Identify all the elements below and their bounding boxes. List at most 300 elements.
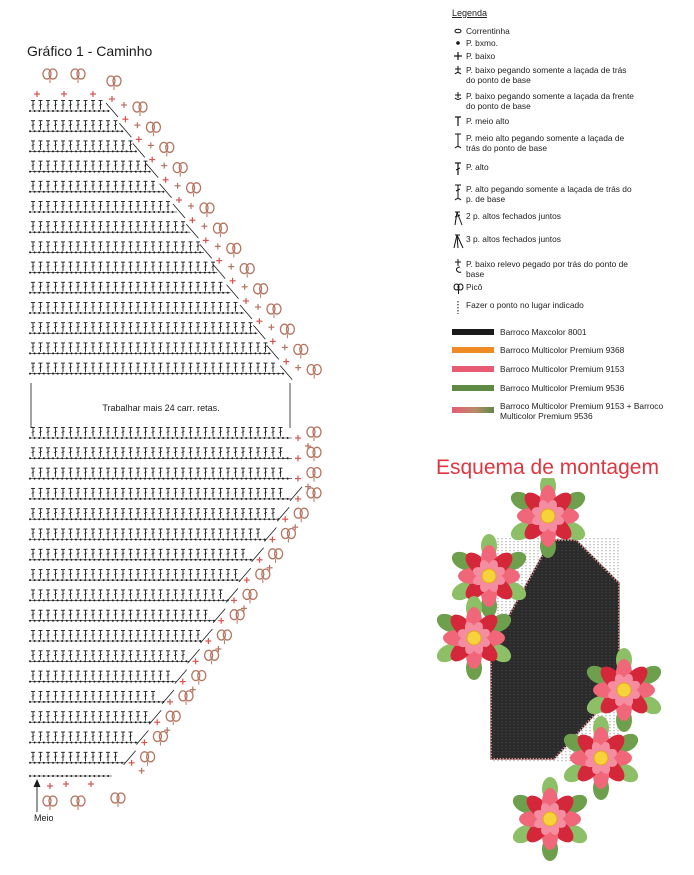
dc-stitch bbox=[129, 262, 133, 271]
dc-stitch bbox=[106, 161, 110, 170]
dc-stitch bbox=[61, 262, 65, 271]
dc-stitch bbox=[174, 488, 178, 497]
dc-stitch bbox=[204, 570, 208, 579]
dc-stitch bbox=[144, 303, 148, 312]
dc-stitch bbox=[159, 671, 163, 680]
dc-stitch bbox=[76, 282, 80, 291]
dc-stitch bbox=[136, 488, 140, 497]
dc-stitch bbox=[144, 448, 148, 457]
dc-stitch bbox=[114, 691, 118, 700]
color-swatch bbox=[452, 385, 494, 391]
dc-stitch bbox=[249, 323, 253, 332]
color-legend-label: Barroco Maxcolor 8001 bbox=[500, 327, 587, 337]
dc-stitch bbox=[69, 752, 73, 761]
dc-stitch bbox=[91, 488, 95, 497]
dc-stitch bbox=[99, 181, 103, 190]
dc-stitch bbox=[189, 570, 193, 579]
sc-mark bbox=[269, 537, 275, 543]
sc-mark bbox=[216, 258, 222, 264]
dc-stitch bbox=[166, 529, 170, 538]
dc-stitch bbox=[219, 570, 223, 579]
dc-stitch bbox=[129, 651, 133, 660]
dc-stitch bbox=[166, 488, 170, 497]
sc-mark bbox=[188, 203, 194, 209]
dc-stitch bbox=[114, 242, 118, 251]
picot-mark bbox=[192, 671, 206, 685]
dc-stitch bbox=[166, 468, 170, 477]
dc-stitch bbox=[91, 610, 95, 619]
dc-stitch bbox=[54, 343, 58, 352]
sc-mark bbox=[193, 658, 199, 664]
dc-stitch bbox=[46, 549, 50, 558]
dc-stitch bbox=[241, 468, 245, 477]
double-crochet-icon bbox=[452, 162, 464, 179]
picot-mark bbox=[307, 468, 321, 482]
dc-stitch bbox=[76, 448, 80, 457]
dc-stitch bbox=[189, 242, 193, 251]
dc-stitch bbox=[136, 712, 140, 721]
dc-stitch bbox=[114, 549, 118, 558]
dc-stitch bbox=[204, 529, 208, 538]
chain-row bbox=[29, 599, 229, 601]
sc-mark bbox=[154, 719, 160, 725]
dc-stitch bbox=[129, 303, 133, 312]
dc-stitch bbox=[54, 448, 58, 457]
sc-mark bbox=[180, 679, 186, 685]
dc-stitch bbox=[279, 488, 283, 497]
dc-stitch bbox=[159, 488, 163, 497]
dc-stitch bbox=[54, 671, 58, 680]
dc-stitch bbox=[46, 262, 50, 271]
dc-stitch bbox=[61, 752, 65, 761]
sc-mark bbox=[268, 324, 274, 330]
dc-stitch bbox=[69, 262, 73, 271]
dc-stitch bbox=[99, 428, 103, 437]
color-swatch bbox=[452, 366, 494, 372]
dc-stitch bbox=[84, 651, 88, 660]
dc-stitch bbox=[219, 529, 223, 538]
dc-stitch bbox=[31, 262, 35, 271]
dc-stitch bbox=[181, 222, 185, 231]
dc-stitch bbox=[211, 468, 215, 477]
dc-stitch bbox=[219, 428, 223, 437]
sc-mark bbox=[61, 91, 67, 97]
dc-stitch bbox=[91, 691, 95, 700]
dc-stitch bbox=[61, 181, 65, 190]
sc-mark bbox=[161, 163, 167, 169]
dc-stitch bbox=[99, 202, 103, 211]
dc-stitch bbox=[144, 323, 148, 332]
dc-stitch bbox=[31, 590, 35, 599]
dc-stitch bbox=[189, 610, 193, 619]
dc-stitch bbox=[76, 428, 80, 437]
chain-row bbox=[29, 292, 231, 294]
chain-row bbox=[29, 742, 138, 744]
dc-stitch bbox=[99, 651, 103, 660]
dc-stitch bbox=[69, 570, 73, 579]
dc-stitch bbox=[61, 323, 65, 332]
legend-item bbox=[452, 184, 636, 204]
picot-mark bbox=[43, 69, 57, 83]
chain-row bbox=[29, 437, 292, 439]
dc-stitch bbox=[46, 343, 50, 352]
dc-stitch bbox=[106, 752, 110, 761]
dc-stitch bbox=[61, 448, 65, 457]
dc-stitch bbox=[151, 222, 155, 231]
dc-stitch bbox=[31, 121, 35, 130]
dc-stitch bbox=[106, 590, 110, 599]
dc-stitch bbox=[99, 509, 103, 518]
dc-stitch bbox=[31, 651, 35, 660]
dc-stitch bbox=[144, 488, 148, 497]
dc-stitch bbox=[31, 529, 35, 538]
dc-stitch bbox=[114, 671, 118, 680]
dc-stitch bbox=[91, 181, 95, 190]
dc-stitch bbox=[61, 468, 65, 477]
dc-stitch bbox=[46, 303, 50, 312]
dc-stitch bbox=[219, 363, 223, 372]
dc-stitch bbox=[249, 488, 253, 497]
dc-stitch bbox=[31, 202, 35, 211]
dc-stitch bbox=[121, 631, 125, 640]
dc-stitch bbox=[69, 590, 73, 599]
dc-stitch bbox=[76, 529, 80, 538]
chain-row bbox=[29, 130, 123, 132]
dc-stitch bbox=[121, 181, 125, 190]
dc-stitch bbox=[121, 732, 125, 741]
sc-mark bbox=[63, 781, 69, 787]
dc-stitch bbox=[46, 610, 50, 619]
dc-stitch bbox=[84, 202, 88, 211]
dc-stitch bbox=[136, 468, 140, 477]
dc-stitch bbox=[54, 732, 58, 741]
chain-row bbox=[29, 518, 279, 520]
sc-mark bbox=[175, 183, 181, 189]
legend-item bbox=[452, 282, 636, 299]
dc-stitch bbox=[151, 262, 155, 271]
chain-row bbox=[29, 681, 177, 683]
dc-stitch bbox=[151, 570, 155, 579]
dc-stitch bbox=[84, 222, 88, 231]
dc-stitch bbox=[174, 343, 178, 352]
sc-mark bbox=[295, 435, 301, 441]
dc-stitch bbox=[91, 651, 95, 660]
dc-stitch bbox=[99, 242, 103, 251]
dc-stitch bbox=[204, 488, 208, 497]
dc-stitch bbox=[84, 468, 88, 477]
dc-stitch bbox=[69, 448, 73, 457]
dc-stitch bbox=[76, 468, 80, 477]
chain-row bbox=[29, 272, 217, 274]
dc-stitch bbox=[114, 428, 118, 437]
dc-stitch bbox=[31, 323, 35, 332]
dc-stitch bbox=[136, 610, 140, 619]
picot-mark bbox=[141, 752, 155, 766]
dc-stitch bbox=[91, 529, 95, 538]
sc-mark bbox=[295, 365, 301, 371]
dc-stitch bbox=[144, 570, 148, 579]
dc-stitch bbox=[84, 141, 88, 150]
dc-stitch bbox=[264, 428, 268, 437]
dc-stitch bbox=[196, 282, 200, 291]
dc-stitch bbox=[114, 651, 118, 660]
dc-stitch bbox=[69, 428, 73, 437]
dc-stitch bbox=[39, 570, 43, 579]
dc-stitch bbox=[151, 631, 155, 640]
dc-stitch bbox=[69, 101, 73, 110]
dc-stitch bbox=[121, 509, 125, 518]
sc-mark bbox=[122, 116, 128, 122]
dc-stitch bbox=[159, 343, 163, 352]
dc-stitch bbox=[271, 488, 275, 497]
dc-stitch bbox=[61, 529, 65, 538]
legend-item-label: 2 p. altos fechados juntos bbox=[466, 211, 561, 221]
dc-stitch bbox=[151, 282, 155, 291]
dc-stitch bbox=[76, 671, 80, 680]
dc-stitch bbox=[76, 101, 80, 110]
dc-stitch bbox=[264, 488, 268, 497]
dc-stitch bbox=[174, 610, 178, 619]
picot-mark bbox=[307, 488, 321, 502]
dc-stitch bbox=[46, 242, 50, 251]
dc-stitch bbox=[31, 101, 35, 110]
legend-item bbox=[452, 116, 636, 133]
dc-stitch bbox=[181, 509, 185, 518]
dc-stitch bbox=[106, 468, 110, 477]
dc-stitch bbox=[151, 691, 155, 700]
dc-stitch bbox=[144, 181, 148, 190]
dc-stitch bbox=[114, 509, 118, 518]
dc-stitch bbox=[264, 363, 268, 372]
sc-mark bbox=[139, 768, 145, 774]
dc-stitch bbox=[211, 323, 215, 332]
picot-mark bbox=[280, 324, 294, 338]
dc-stitch bbox=[99, 752, 103, 761]
dc-stitch bbox=[249, 428, 253, 437]
sc-back-post-icon bbox=[452, 259, 464, 276]
dc-stitch bbox=[136, 448, 140, 457]
dc-stitch bbox=[99, 671, 103, 680]
dc-stitch bbox=[211, 303, 215, 312]
dc-stitch bbox=[76, 181, 80, 190]
chart-bottom-section bbox=[29, 427, 321, 810]
picot-mark bbox=[133, 102, 147, 116]
hdc-back-loop-icon bbox=[452, 133, 464, 150]
dc-stitch bbox=[144, 671, 148, 680]
dc-stitch bbox=[31, 488, 35, 497]
picot-mark bbox=[281, 529, 295, 543]
dc-stitch bbox=[121, 141, 125, 150]
dc-stitch bbox=[174, 428, 178, 437]
dc-stitch bbox=[129, 363, 133, 372]
dc-stitch bbox=[196, 262, 200, 271]
dc-back-loop-icon bbox=[452, 184, 464, 201]
dc-stitch bbox=[99, 468, 103, 477]
dc-stitch bbox=[84, 509, 88, 518]
dc-stitch bbox=[46, 671, 50, 680]
dc-stitch bbox=[226, 529, 230, 538]
dc-stitch bbox=[39, 529, 43, 538]
chain-row bbox=[29, 251, 204, 253]
chain-row bbox=[29, 701, 164, 703]
picot-mark bbox=[107, 76, 121, 90]
dc-stitch bbox=[159, 323, 163, 332]
dc-stitch bbox=[106, 141, 110, 150]
dc-stitch bbox=[151, 549, 155, 558]
dc-stitch bbox=[234, 343, 238, 352]
dc-stitch bbox=[91, 161, 95, 170]
picot-mark bbox=[153, 732, 167, 746]
dc-stitch bbox=[174, 222, 178, 231]
dc-stitch bbox=[61, 121, 65, 130]
legend-item-label: P. alto pegando somente a laçada de trás do p. de base bbox=[466, 184, 632, 204]
dc-stitch bbox=[136, 222, 140, 231]
dc-stitch bbox=[129, 570, 133, 579]
picot-mark bbox=[111, 793, 125, 807]
sc-mark bbox=[90, 91, 96, 97]
dc-stitch bbox=[106, 529, 110, 538]
dc-stitch bbox=[136, 181, 140, 190]
dc-stitch bbox=[54, 570, 58, 579]
dc-stitch bbox=[99, 363, 103, 372]
dc-stitch bbox=[31, 363, 35, 372]
dc-stitch bbox=[84, 242, 88, 251]
dc-stitch bbox=[189, 468, 193, 477]
dc-stitch bbox=[136, 691, 140, 700]
dc-stitch bbox=[114, 570, 118, 579]
picot-mark bbox=[267, 304, 281, 318]
dc-stitch bbox=[121, 488, 125, 497]
chain-row bbox=[29, 231, 190, 233]
dc-stitch bbox=[46, 282, 50, 291]
dc-stitch bbox=[61, 610, 65, 619]
dc-stitch bbox=[91, 428, 95, 437]
dc-stitch bbox=[31, 691, 35, 700]
color-swatch bbox=[452, 329, 494, 335]
dc-stitch bbox=[136, 262, 140, 271]
dc-stitch bbox=[136, 428, 140, 437]
dc-stitch bbox=[204, 303, 208, 312]
dc-stitch bbox=[129, 141, 133, 150]
dc-stitch bbox=[196, 448, 200, 457]
color-legend-item bbox=[452, 327, 680, 337]
sc-mark bbox=[255, 304, 261, 310]
dc-stitch bbox=[196, 509, 200, 518]
poinsettia-flower bbox=[510, 777, 591, 861]
dc-stitch bbox=[159, 303, 163, 312]
dc-stitch bbox=[54, 101, 58, 110]
dc-stitch bbox=[99, 488, 103, 497]
dc-stitch bbox=[114, 488, 118, 497]
dc-stitch bbox=[84, 428, 88, 437]
dc-stitch bbox=[61, 428, 65, 437]
dc-stitch bbox=[106, 671, 110, 680]
dc-stitch bbox=[136, 671, 140, 680]
dc-stitch bbox=[144, 202, 148, 211]
dc-stitch bbox=[69, 691, 73, 700]
dc-stitch bbox=[106, 363, 110, 372]
dc-stitch bbox=[256, 363, 260, 372]
dc-stitch bbox=[181, 610, 185, 619]
dc-stitch bbox=[31, 282, 35, 291]
chain-row bbox=[29, 498, 292, 500]
picot-mark bbox=[179, 691, 193, 705]
dc-stitch bbox=[136, 509, 140, 518]
dc-stitch bbox=[76, 752, 80, 761]
dc-stitch bbox=[189, 323, 193, 332]
dc-stitch bbox=[39, 343, 43, 352]
dc-stitch bbox=[129, 323, 133, 332]
dc-stitch bbox=[31, 712, 35, 721]
legend-title: Legenda bbox=[452, 8, 488, 18]
dc-stitch bbox=[129, 509, 133, 518]
dc-stitch bbox=[189, 303, 193, 312]
dc-stitch bbox=[39, 222, 43, 231]
dc-stitch bbox=[159, 448, 163, 457]
dc-stitch bbox=[106, 448, 110, 457]
dc-stitch bbox=[84, 732, 88, 741]
start-arrow bbox=[34, 779, 41, 812]
dc-stitch bbox=[174, 282, 178, 291]
dc-stitch bbox=[121, 202, 125, 211]
dc-stitch bbox=[219, 468, 223, 477]
sc-mark bbox=[189, 217, 195, 223]
dc-stitch bbox=[84, 570, 88, 579]
dc-stitch bbox=[31, 222, 35, 231]
dc-stitch bbox=[69, 363, 73, 372]
dc-stitch bbox=[84, 262, 88, 271]
dc-stitch bbox=[84, 529, 88, 538]
half-double-crochet-icon bbox=[452, 116, 464, 133]
dc-stitch bbox=[61, 222, 65, 231]
chain-row bbox=[29, 640, 202, 642]
dc-stitch bbox=[76, 202, 80, 211]
dc-stitch bbox=[181, 343, 185, 352]
picot-mark bbox=[217, 630, 231, 644]
dc-stitch bbox=[31, 509, 35, 518]
dc-stitch bbox=[61, 631, 65, 640]
chain-row bbox=[29, 191, 164, 193]
dc-stitch bbox=[166, 570, 170, 579]
dc-stitch bbox=[39, 691, 43, 700]
dc-stitch bbox=[174, 509, 178, 518]
dc-stitch bbox=[114, 161, 118, 170]
dc-stitch bbox=[91, 671, 95, 680]
dc-stitch bbox=[114, 732, 118, 741]
dc-stitch bbox=[151, 303, 155, 312]
dc-stitch bbox=[241, 428, 245, 437]
dc-stitch bbox=[159, 363, 163, 372]
color-legend-item bbox=[452, 401, 680, 421]
dc-stitch bbox=[61, 732, 65, 741]
dc-stitch bbox=[76, 222, 80, 231]
dc-stitch bbox=[174, 651, 178, 660]
dc-stitch bbox=[91, 343, 95, 352]
picot-mark bbox=[187, 183, 201, 197]
chain-row bbox=[29, 539, 266, 541]
dc-stitch bbox=[226, 509, 230, 518]
dc-stitch bbox=[91, 712, 95, 721]
dc-stitch bbox=[211, 428, 215, 437]
work-note: Trabalhar mais 24 carr. retas. bbox=[102, 403, 220, 413]
dc-stitch bbox=[61, 363, 65, 372]
dc-stitch bbox=[46, 101, 50, 110]
dc-stitch bbox=[256, 448, 260, 457]
dc-stitch bbox=[54, 631, 58, 640]
picot-mark bbox=[146, 122, 160, 136]
dc-stitch bbox=[196, 610, 200, 619]
dc-stitch bbox=[39, 323, 43, 332]
